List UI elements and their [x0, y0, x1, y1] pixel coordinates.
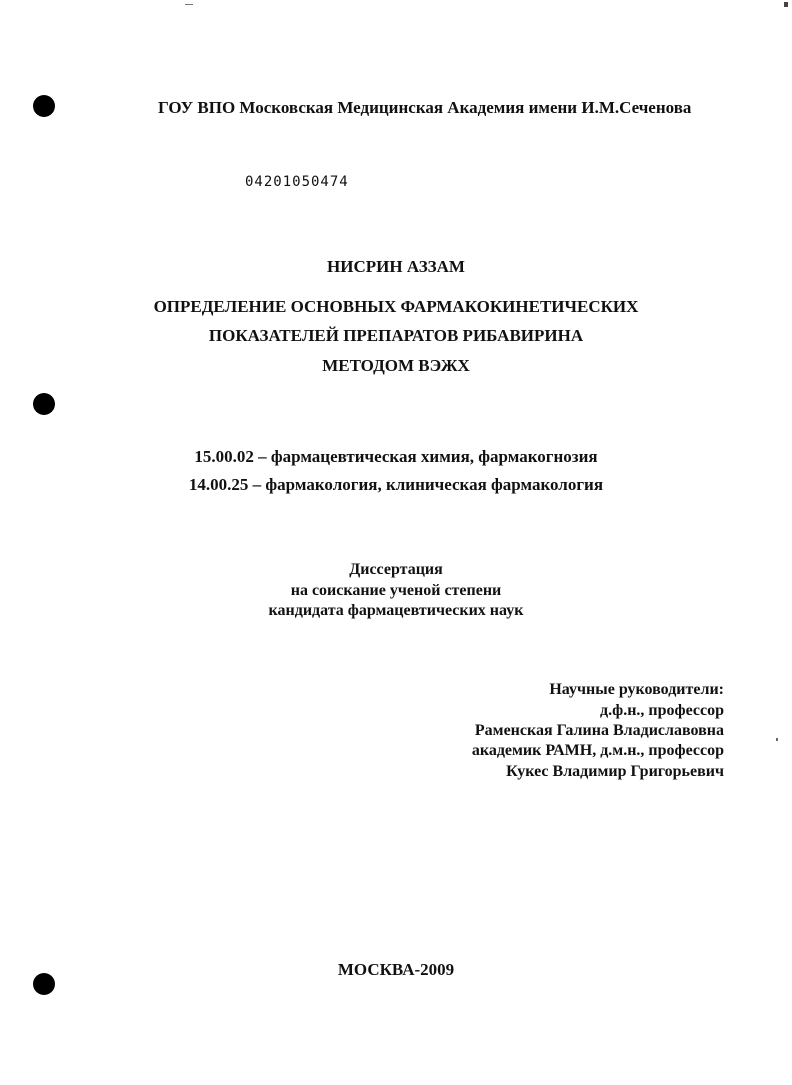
institution-header: ГОУ ВПО Московская Медицинская Академия имени И.М.Сеченова	[158, 98, 692, 117]
supervisor-2-name: Кукес Владимир Григорьевич	[506, 763, 724, 780]
supervisor-1-name: Раменская Галина Владиславовна	[474, 722, 724, 739]
specialty-line-2: 14.00.25 – фармакология, клиническая фармакология	[188, 475, 604, 494]
degree-line-2: на соискание ученой степени	[290, 582, 502, 599]
title-line-3: МЕТОДОМ ВЭЖХ	[322, 356, 470, 375]
supervisors-heading: Научные руководители:	[549, 681, 724, 698]
punch-hole-middle	[33, 393, 55, 415]
title-line-1: ОПРЕДЕЛЕНИЕ ОСНОВНЫХ ФАРМАКОКИНЕТИЧЕСКИХ	[153, 297, 639, 316]
author-name: НИСРИН АЗЗАМ	[327, 257, 465, 276]
title-line-2: ПОКАЗАТЕЛЕЙ ПРЕПАРАТОВ РИБАВИРИНА	[208, 326, 584, 345]
city-year: МОСКВА-2009	[337, 960, 455, 979]
scan-speck	[776, 738, 778, 741]
scan-mark-corner	[784, 2, 788, 7]
supervisor-2-degree: академик РАМН, д.м.н., профессор	[471, 742, 724, 759]
scan-mark-top	[185, 4, 193, 5]
record-number: 04201050474	[245, 174, 349, 190]
specialty-line-1: 15.00.02 – фармацевтическая химия, фармакогнозия	[194, 447, 598, 466]
punch-hole-top	[33, 95, 55, 117]
supervisor-1-degree: д.ф.н., профессор	[600, 702, 724, 719]
degree-line-1: Диссертация	[349, 561, 443, 578]
degree-line-3: кандидата фармацевтических наук	[268, 602, 524, 619]
